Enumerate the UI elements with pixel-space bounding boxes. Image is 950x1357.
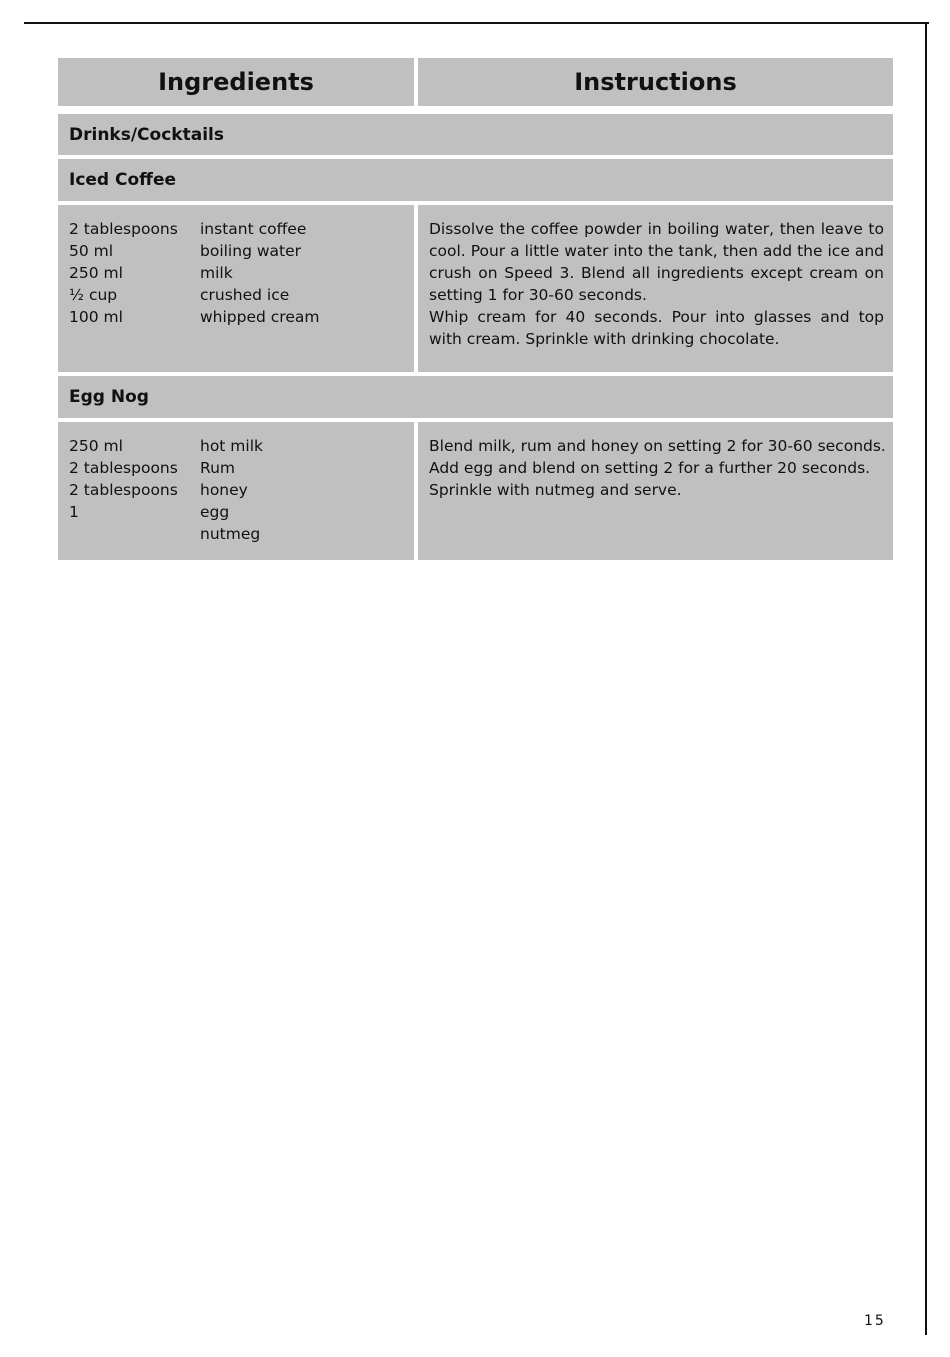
header-ingredients-label: Ingredients: [158, 68, 314, 96]
ingredient-item: whipped cream: [200, 308, 320, 326]
ingredient-quantity: 2 tablespoons: [69, 459, 178, 477]
ingredient-row: [69, 457, 414, 479]
ingredient-item: nutmeg: [200, 525, 261, 543]
recipe-title-row: [58, 376, 893, 418]
ingredient-item: crushed ice: [200, 286, 290, 304]
ingredient-quantity: ½ cup: [69, 286, 118, 304]
ingredient-row: [69, 523, 414, 545]
ingredient-item: egg: [200, 503, 230, 521]
ingredient-row: [69, 479, 414, 501]
ingredient-quantity: 50 ml: [69, 242, 114, 260]
ingredient-quantity: 1: [69, 503, 79, 521]
category-label: Drinks/Cocktails: [69, 124, 224, 145]
ingredient-quantity: 2 tablespoons: [69, 220, 178, 238]
instruction-paragraph: Dissolve the coffee powder in boiling water, then leave to cool. Pour a little water into the tank, then add the ice and crush on Speed 3. Blend all ingredients except cream on setting 1 for 30-60 seconds.: [429, 220, 884, 304]
ingredient-item: boiling water: [200, 242, 301, 260]
ingredient-row: [69, 435, 414, 457]
page-border-right: [925, 22, 927, 1335]
ingredient-item: Rum: [200, 459, 235, 477]
ingredient-item: instant coffee: [200, 220, 307, 238]
recipe-title-row: [58, 159, 893, 201]
header-instructions: [418, 58, 893, 106]
instruction-line: Add egg and blend on setting 2 for a further 20 seconds.: [429, 459, 871, 477]
recipe-title: Iced Coffee: [69, 170, 177, 190]
instruction-paragraph: Whip cream for 40 seconds. Pour into glasses and top with cream. Sprinkle with drinking chocolate.: [429, 308, 884, 348]
instructions-cell: [418, 205, 893, 372]
ingredient-row: [69, 306, 414, 328]
ingredient-item: milk: [200, 264, 233, 282]
ingredients-cell: [58, 205, 414, 372]
ingredient-item: hot milk: [200, 437, 263, 455]
ingredient-row: [69, 218, 414, 240]
instruction-line: Blend milk, rum and honey on setting 2 for 30-60 seconds.: [429, 437, 886, 455]
instructions-cell: [418, 422, 893, 560]
ingredient-quantity: 100 ml: [69, 308, 123, 326]
ingredient-row: [69, 284, 414, 306]
category-row: [58, 114, 893, 155]
ingredient-row: [69, 262, 414, 284]
ingredient-quantity: 250 ml: [69, 437, 123, 455]
header-instructions-label: Instructions: [574, 68, 737, 96]
ingredient-row: [69, 240, 414, 262]
ingredient-quantity: 2 tablespoons: [69, 481, 178, 499]
page-border-top: [24, 22, 929, 24]
ingredients-cell: [58, 422, 414, 560]
page-number: 15: [864, 1313, 886, 1329]
ingredient-row: [69, 501, 414, 523]
recipe-title: Egg Nog: [69, 387, 149, 407]
header-ingredients: [58, 58, 414, 106]
instruction-line: Sprinkle with nutmeg and serve.: [429, 481, 682, 499]
ingredient-quantity: [69, 523, 200, 545]
ingredient-item: honey: [200, 481, 248, 499]
ingredient-quantity: 250 ml: [69, 264, 123, 282]
